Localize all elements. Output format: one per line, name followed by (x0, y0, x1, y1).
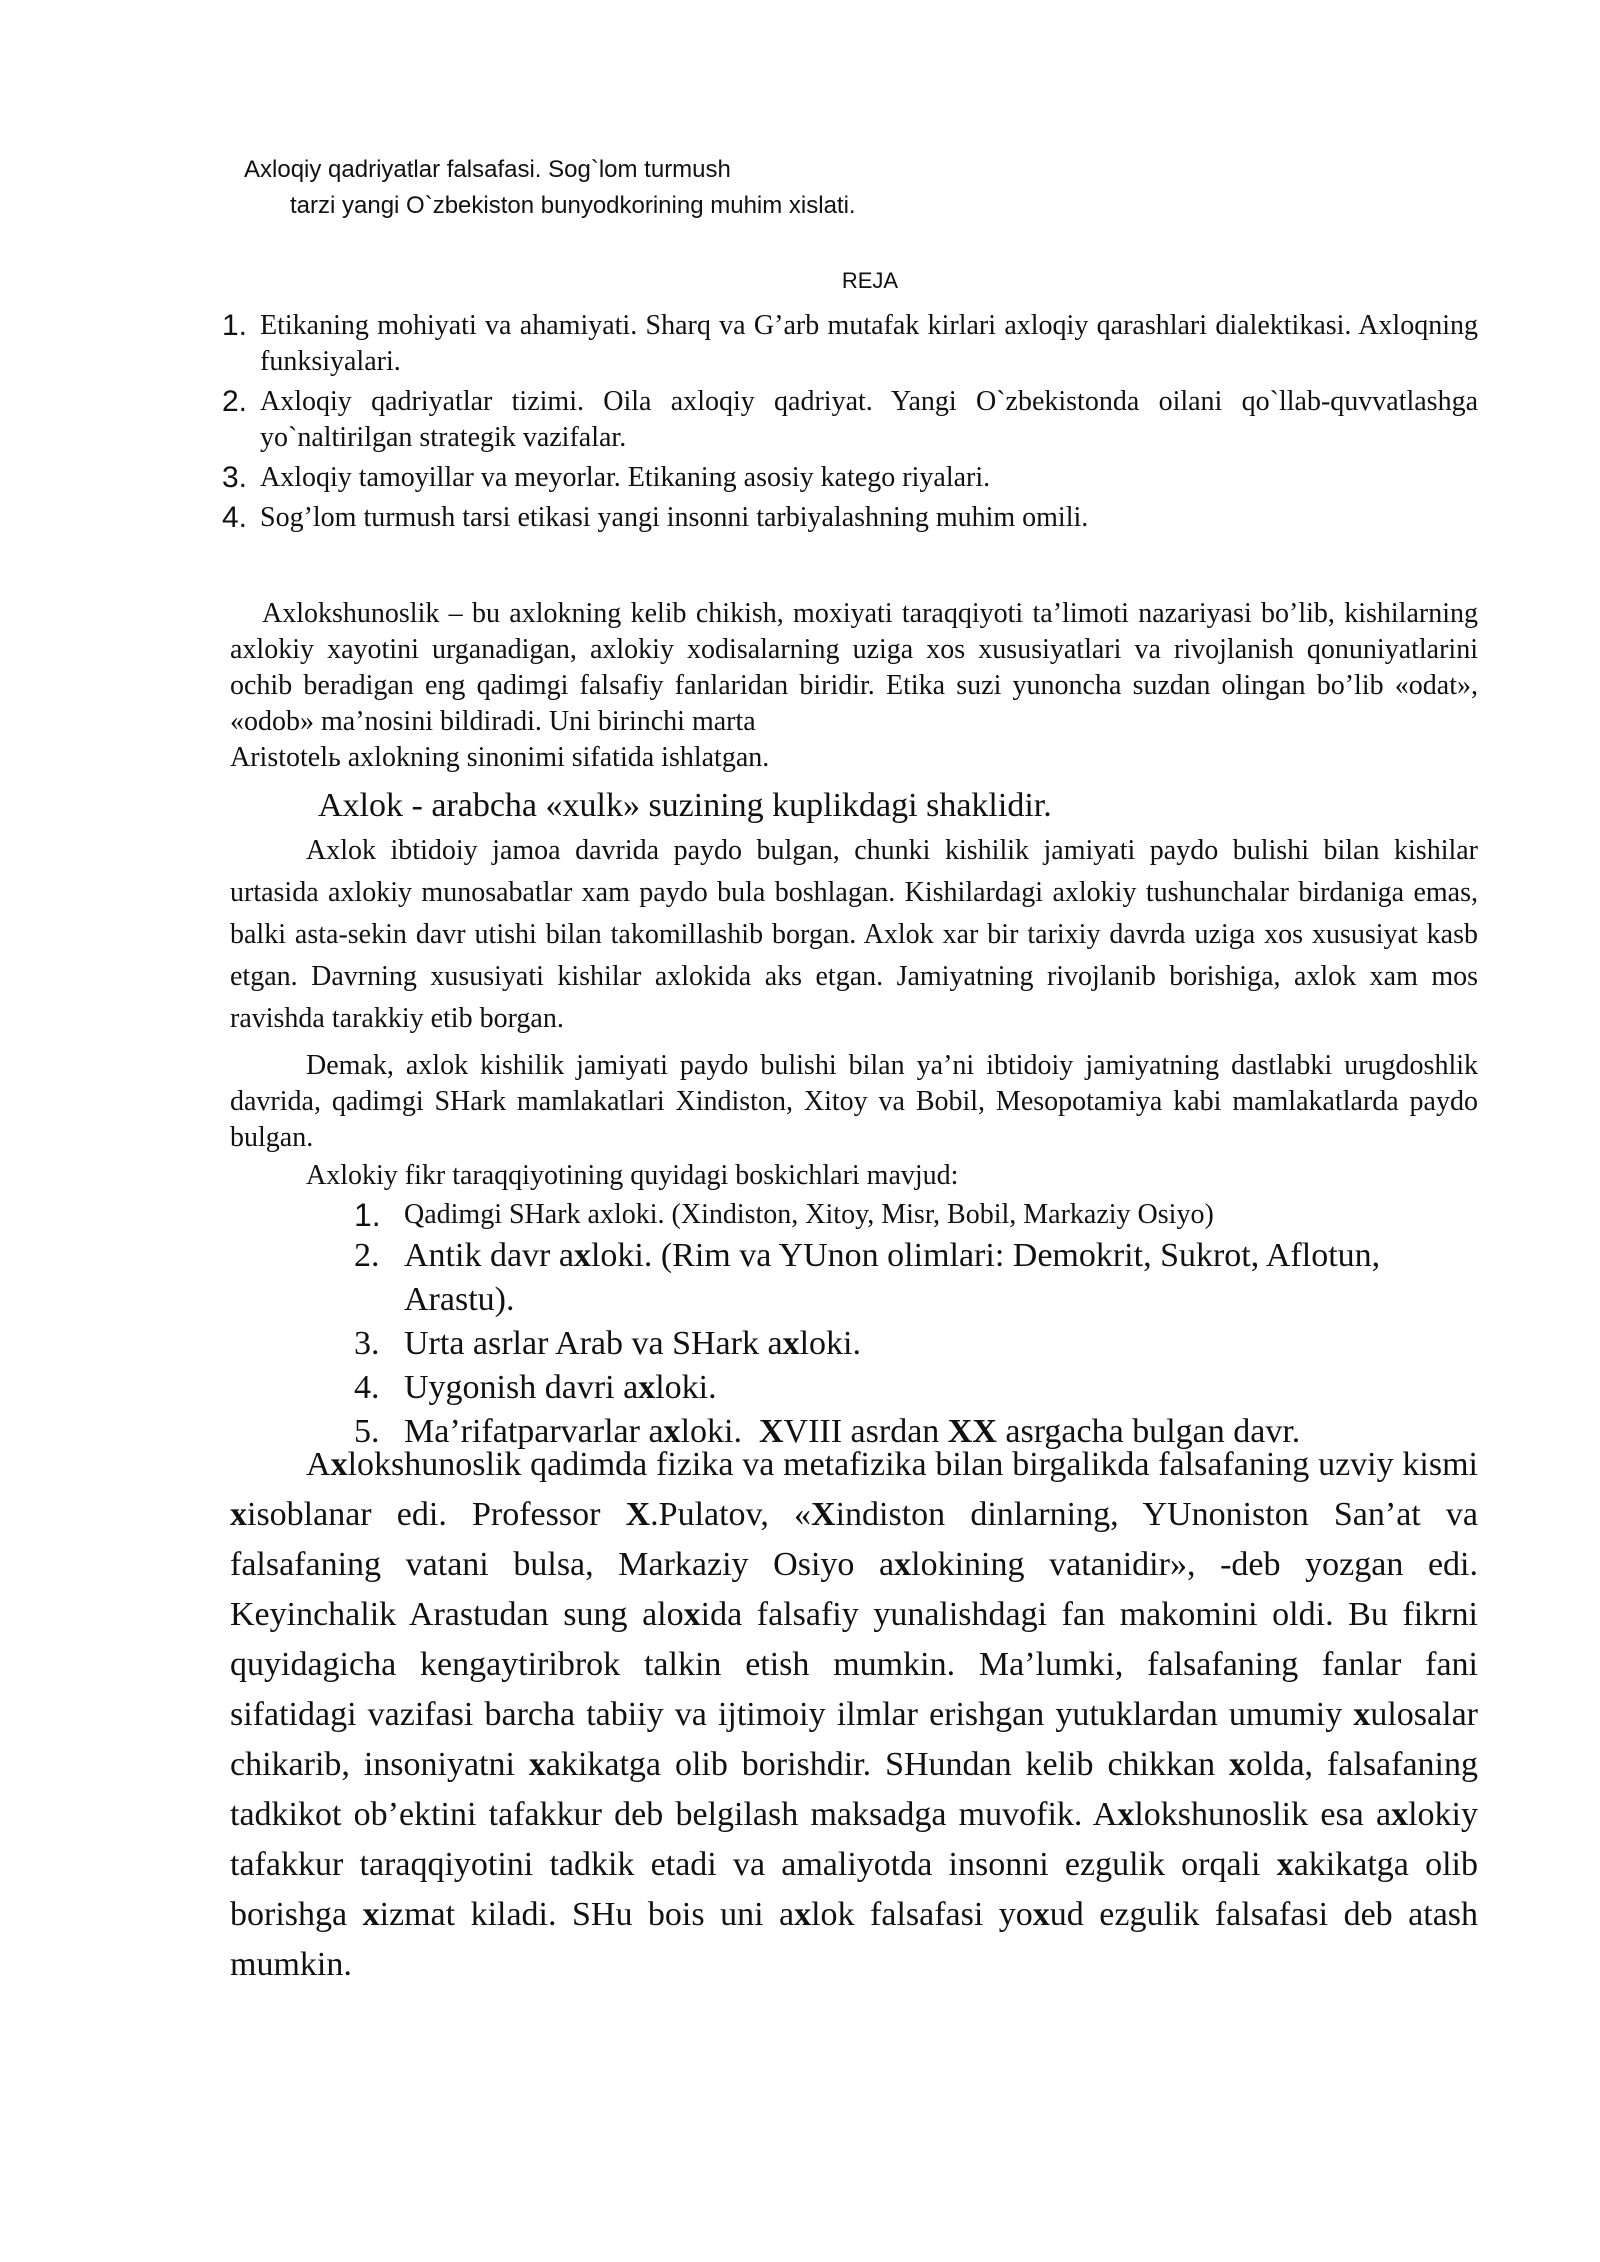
bold-run: x (794, 1896, 812, 1933)
plan-item-text: Etikaning mohiyati va ahamiyati. Sharq va G’arb mutafak kirlari axloqiy qarashlari dialektikasi. Axloqning funksiyalari. (260, 310, 1478, 377)
stage-number: 1. (354, 1197, 381, 1233)
bold-run: x (1353, 1696, 1371, 1733)
text-run: lokining vatanidir», -deb yozgan edi. Keyinchalik Arastudan sung alo (230, 1546, 1478, 1633)
plan-heading: REJA (841, 268, 899, 293)
text-run: indiston dinlarning, YUnoniston San’at va falsafaning vatani bulsa, Markaziy Osiyo a (230, 1496, 1478, 1583)
stage-item (354, 1196, 1484, 1234)
bold-run: x (330, 1446, 348, 1483)
plan-item (222, 308, 1478, 380)
text-run: lokshunoslik esa a (1134, 1796, 1392, 1833)
bold-run: x (1391, 1796, 1409, 1833)
stage-item (354, 1234, 1484, 1322)
plan-item-text: Axloqiy tamoyillar va meyorlar. Etikaning asosiy katego riyalari. (260, 462, 991, 493)
bold-run: X (811, 1496, 836, 1533)
stage-number: 3. (354, 1325, 380, 1362)
bold-run: x (1276, 1846, 1294, 1883)
bold-run: x (230, 1496, 247, 1533)
stage-item (354, 1322, 1484, 1366)
text-run: akikatga olib borishga (230, 1846, 1478, 1933)
paragraph-definition-body: Axlokshunoslik – bu axlokning kelib chikish, moxiyati taraqqiyoti ta’limoti nazariyasi bo’lib, kishilarning axlokiy xayotini urganadigan, axlokiy xodisalarning uziga xos xususiyatlari va rivojlanish qonuniyatlarini ochib beradigan eng qadimgi falsafiy fanlaridan biridir. Etika suzi yunoncha suzdan olingan bo’lib «odat», «odob» ma’nosini bildiradi. Uni birinchi marta (230, 598, 1478, 737)
stage-text: Antik davr axloki. (Rim va YUnon olimlari: Demokrit, Sukrot, Aflotun, Arastu). (404, 1237, 1381, 1318)
bold-run: x (1032, 1896, 1050, 1933)
plan-item (222, 500, 1478, 536)
text-run: olda, falsafaning tadkikot ob’ektini tafakkur deb belgilash maksadga muvofik. A (230, 1746, 1478, 1833)
text-run: ud ezgulik falsafasi deb atash mumkin. (230, 1896, 1479, 1983)
stage-number: 5. (354, 1413, 380, 1450)
plan-item (222, 460, 1478, 496)
paragraph-origins: Demak, axlok kishilik jamiyati paydo bulishi bilan ya’ni ibtidoiy jamiyatning dastlabki urugdoshlik davrida, qadimgi SHark mamlakatlari Xindiston, Xitoy va Bobil, Mesopotamiya kabi mamlakatlarda paydo bulgan. (230, 1050, 1478, 1153)
plan-item-text: Axloqiy qadriyatlar tizimi. Oila axloqiy qadriyat. Yangi O`zbekistonda oilani qo`llab-quvvatlashga yo`naltirilgan strategik vazifalar. (260, 386, 1478, 453)
stages-list (354, 1196, 1484, 1454)
stage-number: 4. (354, 1369, 380, 1406)
stage-text: Qadimgi SHark axloki. (Xindiston, Xitoy, Misr, Bobil, Markaziy Osiyo) (404, 1199, 1214, 1230)
plan-item (222, 384, 1478, 456)
bold-run: x (1229, 1746, 1246, 1783)
paragraph-axlokshunoslik (230, 1440, 1478, 1990)
plan-item-number: 1. (222, 309, 248, 342)
plan-item-number: 3. (222, 461, 248, 494)
paragraph-arabic-origin: Axlok - arabcha «xulk» suzining kuplikdagi shaklidir. (318, 787, 1052, 824)
paragraph-definition (230, 596, 1478, 776)
title-line-2: tarzi yangi O`zbekiston bunyodkorining muhim xislati. (290, 192, 856, 219)
text-run: ulosalar chikarib, insoniyatni (230, 1696, 1478, 1783)
plan-item-number: 4. (222, 501, 248, 534)
stage-item (354, 1366, 1484, 1410)
plan-item-number: 2. (222, 385, 248, 418)
bold-run: x (1117, 1796, 1135, 1833)
bold-run: x (683, 1596, 701, 1633)
text-run: izmat kiladi. SHu bois uni a (379, 1896, 795, 1933)
text-run: ida falsafiy yunalishdagi fan makomini oldi. Bu fikrni quyidagicha kengaytiribrok talkin etish mumkin. Ma’lumki, falsafaning fanlar fani sifatidagi vazifasi barcha tabiiy va ijtimoiy ilmlar erishgan yutuklardan umumiy (230, 1596, 1479, 1733)
text-run: lokiy tafakkur taraqqiyotini tadkik etadi va amaliyotda insonni ezgulik orqali (230, 1796, 1479, 1883)
paragraph-primitive-era: Axlok ibtidoiy jamoa davrida paydo bulgan, chunki kishilik jamiyati paydo bulishi bilan kishilar urtasida axlokiy munosabatlar xam paydo bula boshlagan. Kishilardagi axlokiy tushunchalar birdaniga emas, balki asta-sekin davr utishi bilan takomillashib borgan. Axlok xar bir tarixiy davrda uziga xos xususiyat kasb etgan. Davrning xususiyati kishilar axlokida aks etgan. Jamiyatning rivojlanib borishiga, axlok xam mos ravishda tarakkiy etib borgan. (230, 835, 1478, 1034)
text-run: lok falsafasi yo (811, 1896, 1033, 1933)
bold-run: x (528, 1746, 546, 1783)
bold-run: x (362, 1896, 380, 1933)
stage-text: Uygonish davri axloki. (404, 1369, 717, 1406)
stage-text: Urta asrlar Arab va SHark axloki. (404, 1325, 861, 1362)
text-run: isoblanar edi. Professor (247, 1496, 626, 1533)
text-run: A (306, 1446, 331, 1483)
paragraph-definition-end: Aristotelь axlokning sinonimi sifatida ishlatgan. (230, 742, 770, 773)
paragraph-stages-intro: Axlokiy fikr taraqqiyotining quyidagi boskichlari mavjud: (306, 1160, 959, 1191)
title-line-1: Axloqiy qadriyatlar falsafasi. Sog`lom turmush (244, 156, 731, 183)
text-run: lokshunoslik qadimda fizika va metafizika bilan birgalikda falsafaning uzviy kismi (347, 1446, 1478, 1483)
stage-text: Ma’rifatparvarlar axloki. XVIII asrdan XX asrgacha bulgan davr. (404, 1413, 1301, 1450)
bold-run: x (894, 1546, 912, 1583)
plan-item-text: Sog’lom turmush tarsi etikasi yangi insonni tarbiyalashning muhim omili. (260, 502, 1089, 533)
stage-number: 2. (354, 1237, 380, 1274)
bold-run: X (625, 1496, 651, 1533)
text-run: .Pulatov, « (650, 1496, 812, 1533)
plan-list (222, 308, 1478, 536)
text-run: akikatga olib borishdir. SHundan kelib chikkan (545, 1746, 1229, 1783)
